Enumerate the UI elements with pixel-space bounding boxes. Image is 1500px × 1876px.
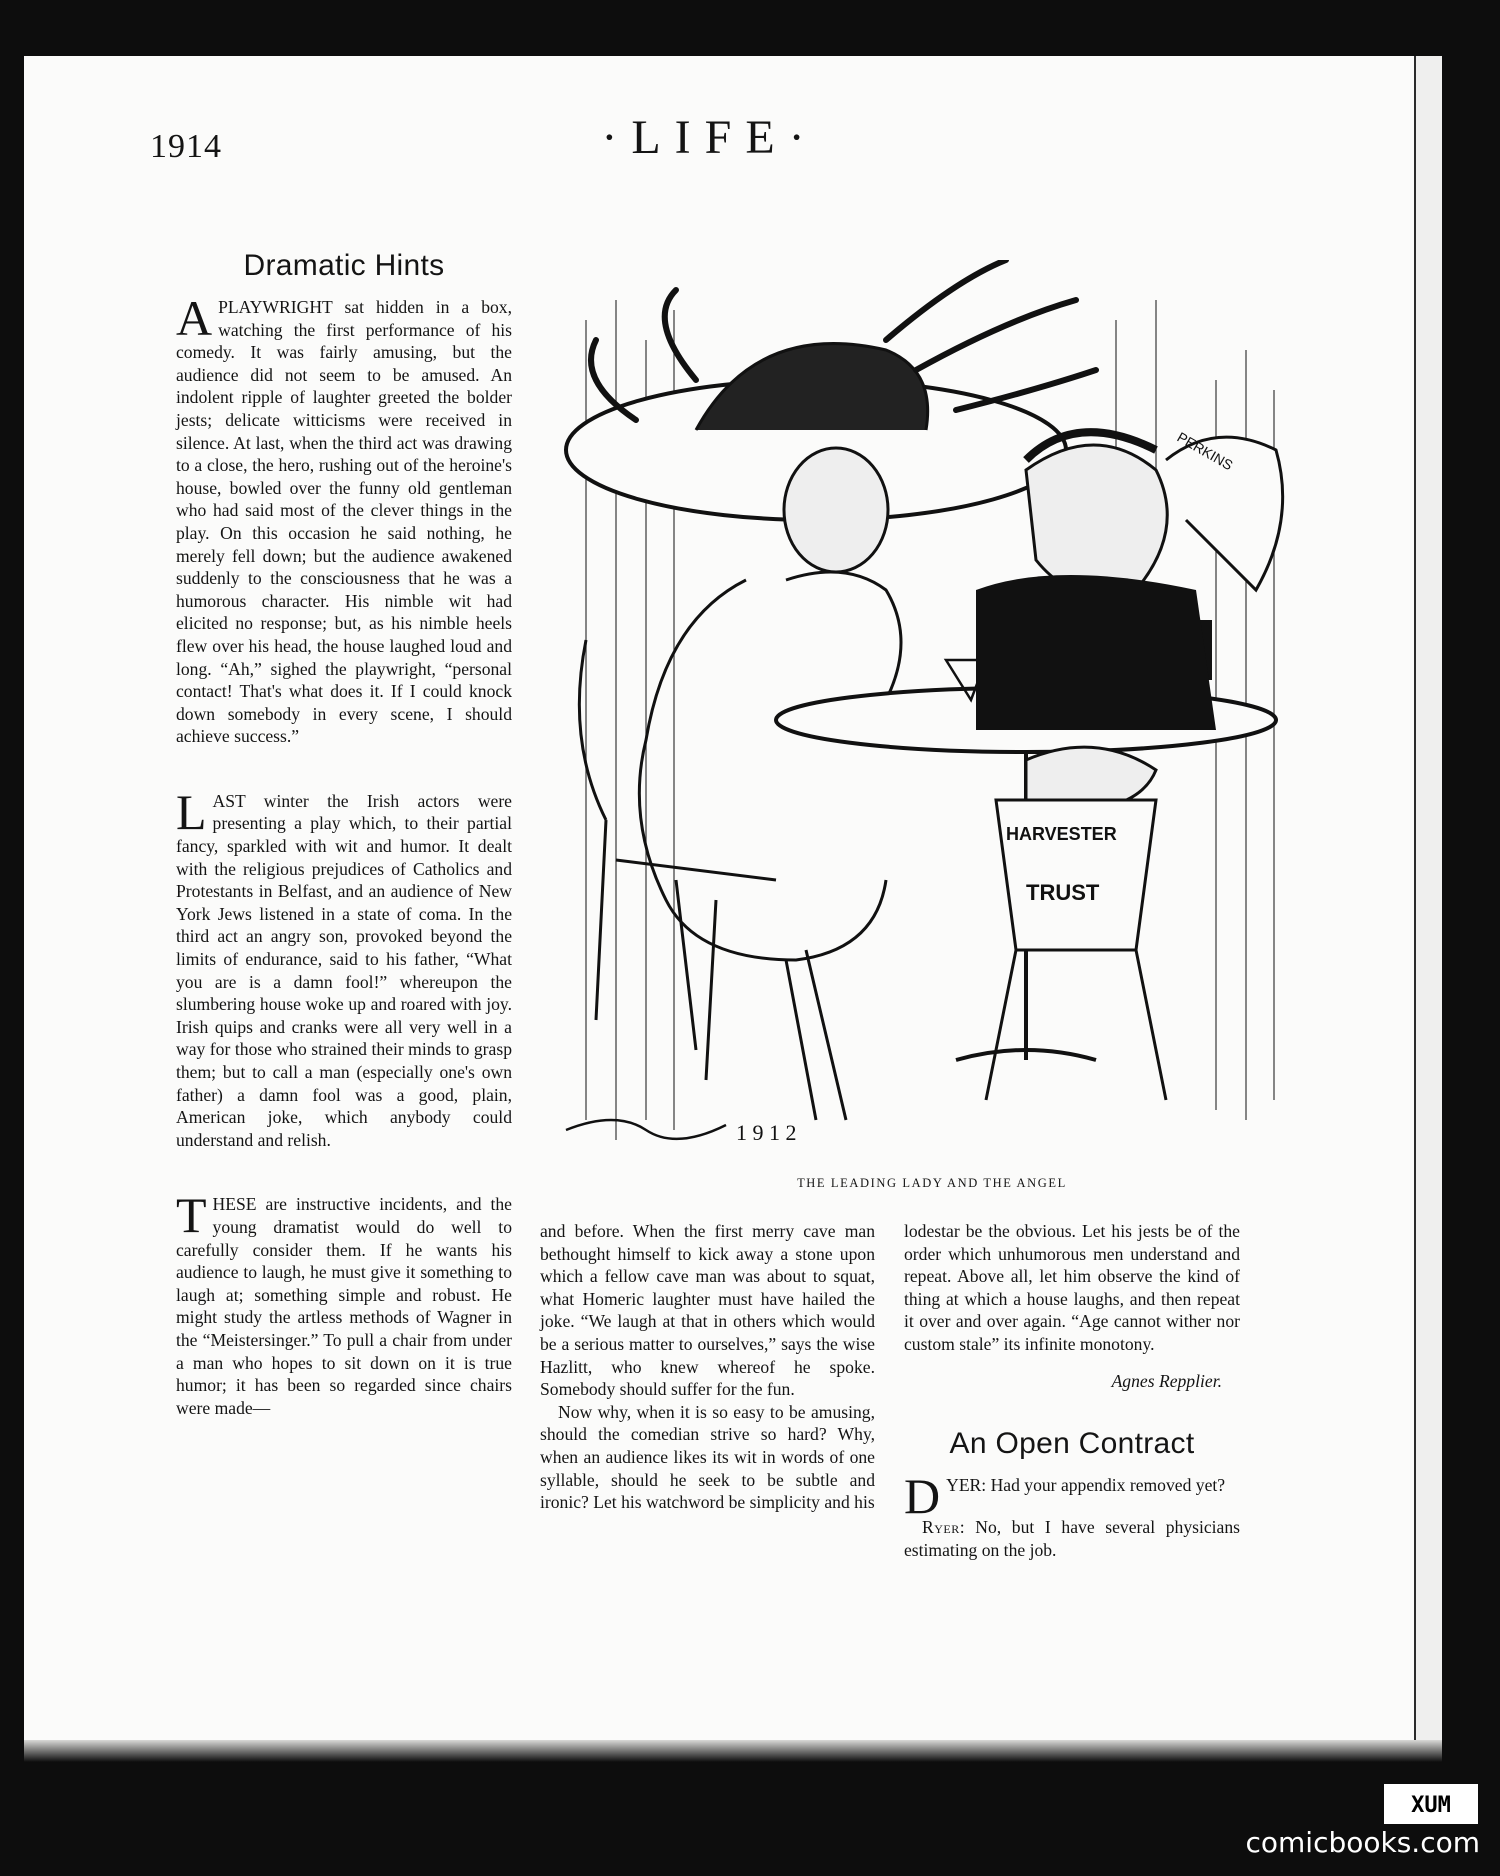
- paragraph-6: lodestar be the obvious. Let his jests be of the order which unhumorous men understand and repeat. Above all, let him observe the kind of thing at which a house laughs, and then repeat it over and over again. “Age cannot wither nor custom stale” its infinite monotony.: [904, 1221, 1240, 1354]
- article-title-2: An Open Contract: [949, 1427, 1195, 1461]
- masthead: ·LIFE·: [601, 111, 819, 164]
- paragraph-4: and before. When the first merry cave man bethought himself to kick away a stone upon which a fellow cave man was about to squat, what Homeric laughter must have hailed the joke. “We laugh at that in others which would be a serious matter to ourselves,” says the wise Hazlitt, who knew whereof he spoke. Somebody should suffer for the fun.: [540, 1221, 875, 1400]
- basket-label-bottom: TRUST: [1026, 880, 1100, 905]
- dialogue-1: [904, 1468, 1240, 1525]
- wing-label: PERKINS: [1174, 428, 1236, 474]
- cartoon-illustration: [556, 260, 1308, 1160]
- artist-date: 1 9 1 2: [736, 1120, 797, 1145]
- paragraph-text: AST winter the Irish actors were presenting a play which, to their partial fancy, sparkled with wit and humor. It dealt with the religious prejudices of Catholics and Protestants in Belfast, and an audience of New York Jews listened in a state of coma. In the third act an angry son, provoked beyond the limits of endurance, said to his father, “What you are is a damn fool!” whereupon the slumbering house woke up and roared with joy. Irish quips and cranks were all very well in a way for those who strained their minds to grasp them; but to call a man (especially one's own father) a damn fool was a good, plain, American joke, which anybody could understand and relish.: [176, 790, 512, 1150]
- page-binding: [1414, 56, 1444, 1756]
- watermark-badge: XUM: [1384, 1784, 1478, 1824]
- column-1: [176, 248, 512, 1461]
- column-2: [540, 1220, 875, 1514]
- basket-label-top: HARVESTER: [1006, 824, 1117, 844]
- illustration-caption: THE LEADING LADY AND THE ANGEL: [797, 1176, 1067, 1190]
- page-bottom-edge: [24, 1740, 1442, 1762]
- speaker-name: Ryer: [922, 1517, 960, 1538]
- paragraph-3: [176, 1187, 512, 1419]
- dialogue-2: [904, 1516, 1240, 1561]
- paragraph-text: HESE are instructive incidents, and the young dramatist would do well to carefully consider them. If he wants his audience to laugh, he must give it something to laugh at; something simple and robust. He might study the artless methods of Wagner in the “Meistersinger.” To pull a chair from under a man who hopes to sit down on it is true humor; it has been so regarded since chairs were made—: [176, 1194, 512, 1418]
- page-year: 1914: [150, 128, 222, 165]
- paragraph-5: Now why, when it is so easy to be amusing, should the comedian strive so hard? Why, when an audience likes its wit in words of one syllable, should he seek to be subtle and ironic? Let his watchword be simplicity and his: [540, 1401, 875, 1513]
- article-title: Dramatic Hints: [243, 249, 445, 282]
- scan-border: [1442, 0, 1500, 1876]
- watermark-site: comicbooks.com: [1245, 1826, 1480, 1859]
- drop-cap: A: [176, 290, 213, 346]
- paragraph-2: [176, 783, 512, 1152]
- dialogue-line: YER: Had your appendix removed yet?: [946, 1475, 1226, 1496]
- drop-cap: T: [176, 1187, 207, 1244]
- paragraph-text: PLAYWRIGHT sat hidden in a box, watching the first performance of his comedy. It was fairly amusing, but the audience did not seem to be amused. An indolent ripple of laughter greeted the bolder jests; delicate witticisms were received in silence. At last, when the third act was drawing to a close, the hero, rushing out of the heroine's house, bowled over the funny old gentleman who had said most of the clever things in the play. On this occasion he said nothing, he merely fell down; but the audience awakened suddenly to the consciousness that he was a humorous character. His nimble wit had elicited no response; but, as his nimble heels flew over his head, the house laughed loud and long. “Ah,” sighed the playwright, “personal contact! That's what does it. If I could knock down somebody in every scene, I should achieve success.”: [176, 297, 512, 747]
- column-3: [904, 1220, 1240, 1561]
- drop-cap: L: [176, 783, 207, 840]
- author-signature: Agnes Repplier.: [1111, 1370, 1222, 1391]
- dialogue-line: : No, but I have several physicians estimating on the job.: [904, 1517, 1240, 1560]
- drop-cap: D: [904, 1468, 941, 1525]
- paragraph-1: [176, 290, 512, 748]
